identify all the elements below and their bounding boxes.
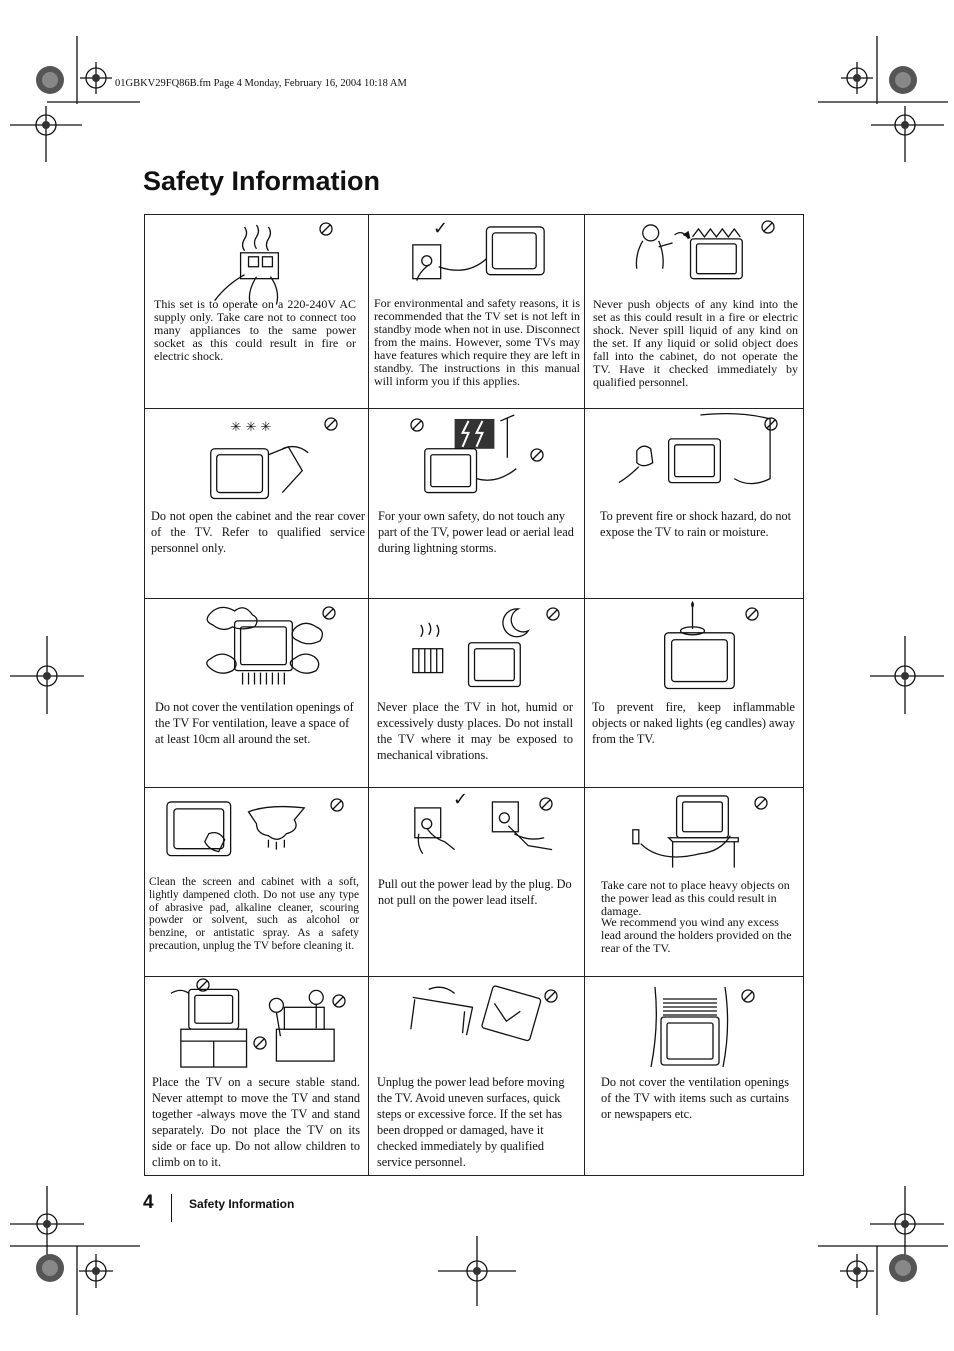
prohibited-icon	[331, 993, 347, 1009]
safety-text: For your own safety, do not touch any part of the TV, power lead or aerial lead during lightning storms.	[378, 509, 574, 555]
safety-item-cleaning	[145, 788, 369, 977]
prohibited-icon	[318, 221, 334, 237]
footer-section-label: Safety Information	[189, 1197, 295, 1211]
safety-text: Do not cover the ventilation openings of the TV For ventilation, leave a space of at least 10cm all around the set.	[155, 700, 354, 746]
safety-item-power-lead	[369, 788, 585, 977]
safety-item-standby	[369, 215, 585, 409]
prohibited-icon	[323, 416, 339, 432]
safety-text: To prevent fire, keep inflammable objects or naked lights (eg candles) away from the TV.	[592, 700, 795, 746]
prohibited-icon	[760, 219, 776, 235]
footer-divider	[171, 1194, 172, 1222]
prohibited-icon	[195, 977, 211, 993]
safety-text-2: We recommend you wind any excess lead around the holders provided on the rear of the TV.	[601, 915, 792, 955]
safety-item-curtains	[585, 977, 804, 1176]
safety-item-moving	[369, 977, 585, 1176]
prohibited-icon	[763, 416, 779, 432]
safety-item-heavy-objects	[585, 788, 804, 977]
prohibited-icon	[252, 1035, 268, 1051]
safety-item-lightning	[369, 409, 585, 599]
safety-grid	[144, 214, 804, 1176]
file-info-header: 01GBKV29FQ86B.fm Page 4 Monday, February 16, 2004 10:18 AM	[115, 78, 407, 89]
safety-item-ventilation	[145, 599, 369, 788]
svg-text:✳ ✳ ✳: ✳ ✳ ✳	[230, 419, 272, 435]
check-icon: ✓	[433, 218, 449, 239]
safety-text: To prevent fire or shock hazard, do not expose the TV to rain or moisture.	[600, 509, 792, 539]
open-cabinet-illustration	[145, 409, 368, 598]
safety-text: Clean the screen and cabinet with a soft, lightly dampened cloth. Do not use any type of abrasive pad, alkaline cleaner, scouring powder or solvent, such as alcohol or benzine, or antistatic spray. As a safety precaution, unplug the TV before cleaning it.	[149, 876, 359, 952]
safety-text: For environmental and safety reasons, it is recommended that the TV set is not left in standby mode when not in use. Disconnect from the mains. However, some TVs may have features which require they are left in standby. The instructions in this manual will inform you if this applies.	[374, 296, 580, 388]
prohibited-icon	[409, 417, 425, 433]
safety-item-hot-humid	[369, 599, 585, 788]
safety-item-candles	[585, 599, 804, 788]
safety-text: Never place the TV in hot, humid or excessively dusty places. Do not install the TV where it may be exposed to mechanical vibrations.	[377, 700, 573, 762]
prohibited-icon	[744, 606, 760, 622]
page-number: 4	[143, 1192, 154, 1213]
check-icon: ✓	[453, 789, 469, 810]
safety-item-stable-stand	[145, 977, 369, 1176]
safety-text: Do not cover the ventilation openings of the TV with items such as curtains or newspapers etc.	[601, 1075, 789, 1121]
prohibited-icon	[538, 796, 554, 812]
prohibited-icon	[740, 988, 756, 1004]
safety-item-rain	[585, 409, 804, 599]
lightning-illustration	[369, 409, 584, 598]
prohibited-icon	[753, 795, 769, 811]
page-title: Safety Information	[143, 166, 381, 196]
ventilation-clouds-illustration	[145, 599, 368, 787]
candle-on-tv-illustration	[585, 599, 803, 787]
safety-text: Place the TV on a secure stable stand. Never attempt to move the TV and stand together -always move the TV and stand separately. Do not place the TV on its side or face up. Do not allow children to climb on to it.	[152, 1075, 360, 1169]
safety-item-objects	[585, 215, 804, 409]
safety-item-power-supply	[145, 215, 369, 409]
safety-text: This set is to operate on a 220-240V AC supply only. Take care not to connect too many appliances to the same power socket as this could result in fire or electric shock.	[154, 297, 356, 363]
safety-text: Pull out the power lead by the plug. Do not pull on the power lead itself.	[378, 877, 572, 907]
prohibited-icon	[529, 447, 545, 463]
safety-text: Take care not to place heavy objects on the power lead as this could result in damage.	[601, 878, 790, 918]
prohibited-icon	[321, 605, 337, 621]
safety-item-cabinet	[145, 409, 369, 599]
prohibited-icon	[329, 797, 345, 813]
safety-text: Do not open the cabinet and the rear cover of the TV. Refer to qualified service personnel only.	[151, 509, 365, 555]
prohibited-icon	[545, 606, 561, 622]
prohibited-icon	[543, 988, 559, 1004]
safety-text: Never push objects of any kind into the set as this could result in a fire or electric shock. Never spill liquid of any kind on the set. If any liquid or solid object does fall into the cabinet, do not operate the TV. Have it checked immediately by qualified personnel.	[593, 297, 798, 389]
safety-text: Unplug the power lead before moving the TV. Avoid uneven surfaces, quick steps or excessive force. If the set has been dropped or damaged, have it checked immediately by qualified service personnel.	[377, 1075, 565, 1169]
rain-moisture-illustration	[585, 409, 803, 598]
